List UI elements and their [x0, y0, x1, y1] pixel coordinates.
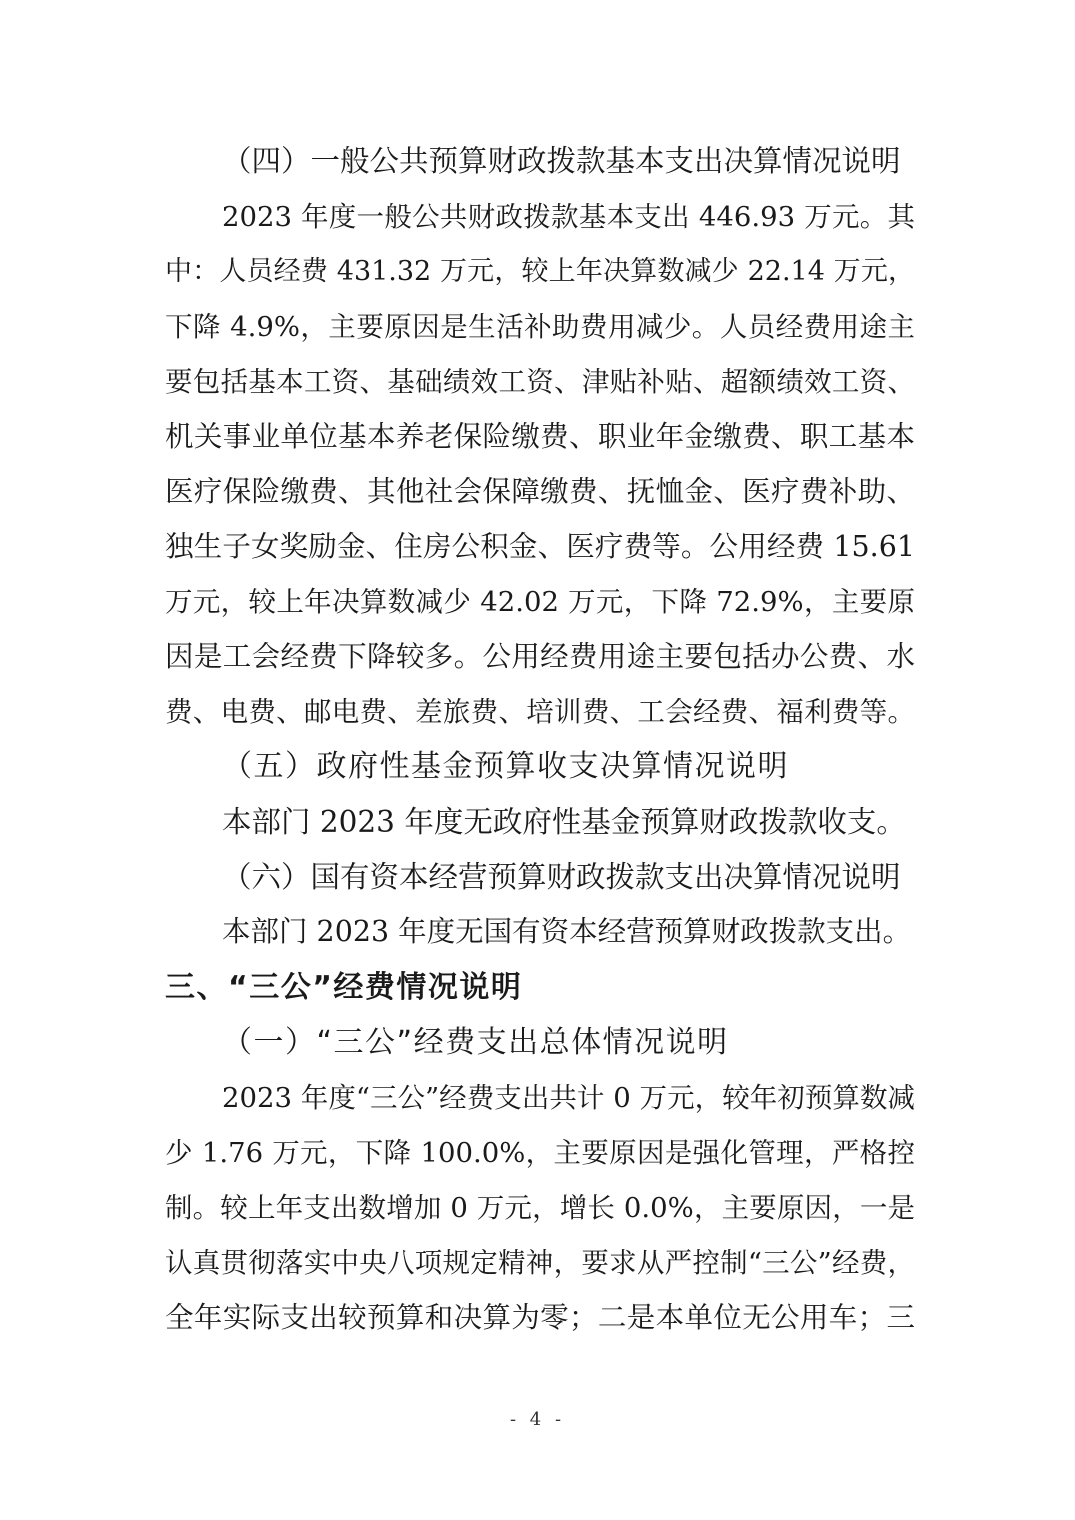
paragraph-line: 少 1.76 万元，下降 100.0%，主要原因是强化管理，严格控 — [165, 1137, 915, 1169]
paragraph-line: 要包括基本工资、基础绩效工资、津贴补贴、超额绩效工资、 — [165, 366, 915, 398]
paragraph-line: 本部门 2023 年度无政府性基金预算财政拨款收支。 — [222, 805, 906, 839]
paragraph-line: 中：人员经费 431.32 万元，较上年决算数减少 22.14 万元， — [165, 256, 915, 287]
paragraph-line: 万元，较上年决算数减少 42.02 万元，下降 72.9%，主要原 — [165, 586, 915, 618]
paragraph-line: 本部门 2023 年度无国有资本经营预算财政拨款支出。 — [222, 915, 912, 948]
paragraph-line: 认真贯彻落实中央八项规定精神，要求从严控制“三公”经费， — [165, 1247, 915, 1279]
page-number: - 4 - — [509, 1409, 566, 1430]
paragraph-line: 机关事业单位基本养老保险缴费、职业年金缴费、职工基本 — [165, 420, 915, 453]
paragraph-line: 费、电费、邮电费、差旅费、培训费、工会经费、福利费等。 — [165, 696, 915, 728]
paragraph-line: 独生子女奖励金、住房公积金、医疗费等。公用经费 15.61 — [165, 530, 915, 563]
paragraph-line: 下降 4.9%，主要原因是生活补助费用减少。人员经费用途主 — [165, 311, 915, 343]
section-heading-1: （一）“三公”经费支出总体情况说明 — [222, 1025, 729, 1060]
paragraph-line: 2023 年度一般公共财政拨款基本支出 446.93 万元。其 — [222, 201, 915, 233]
paragraph-line: 2023 年度“三公”经费支出共计 0 万元，较年初预算数减 — [222, 1082, 915, 1114]
paragraph-line: 医疗保险缴费、其他社会保障缴费、抚恤金、医疗费补助、 — [165, 475, 915, 508]
paragraph-line: 全年实际支出较预算和决算为零；二是本单位无公用车；三 — [165, 1301, 915, 1334]
section-heading-5: （五）政府性基金预算收支决算情况说明 — [222, 749, 789, 784]
chapter-heading-3: 三、“三公”经费情况说明 — [165, 970, 523, 1005]
section-heading-4: （四）一般公共预算财政拨款基本支出决算情况说明 — [222, 144, 901, 178]
paragraph-line: 因是工会经费下降较多。公用经费用途主要包括办公费、水 — [165, 640, 915, 673]
section-heading-6: （六）国有资本经营预算财政拨款支出决算情况说明 — [222, 860, 901, 894]
paragraph-line: 制。较上年支出数增加 0 万元，增长 0.0%，主要原因，一是 — [165, 1192, 915, 1224]
